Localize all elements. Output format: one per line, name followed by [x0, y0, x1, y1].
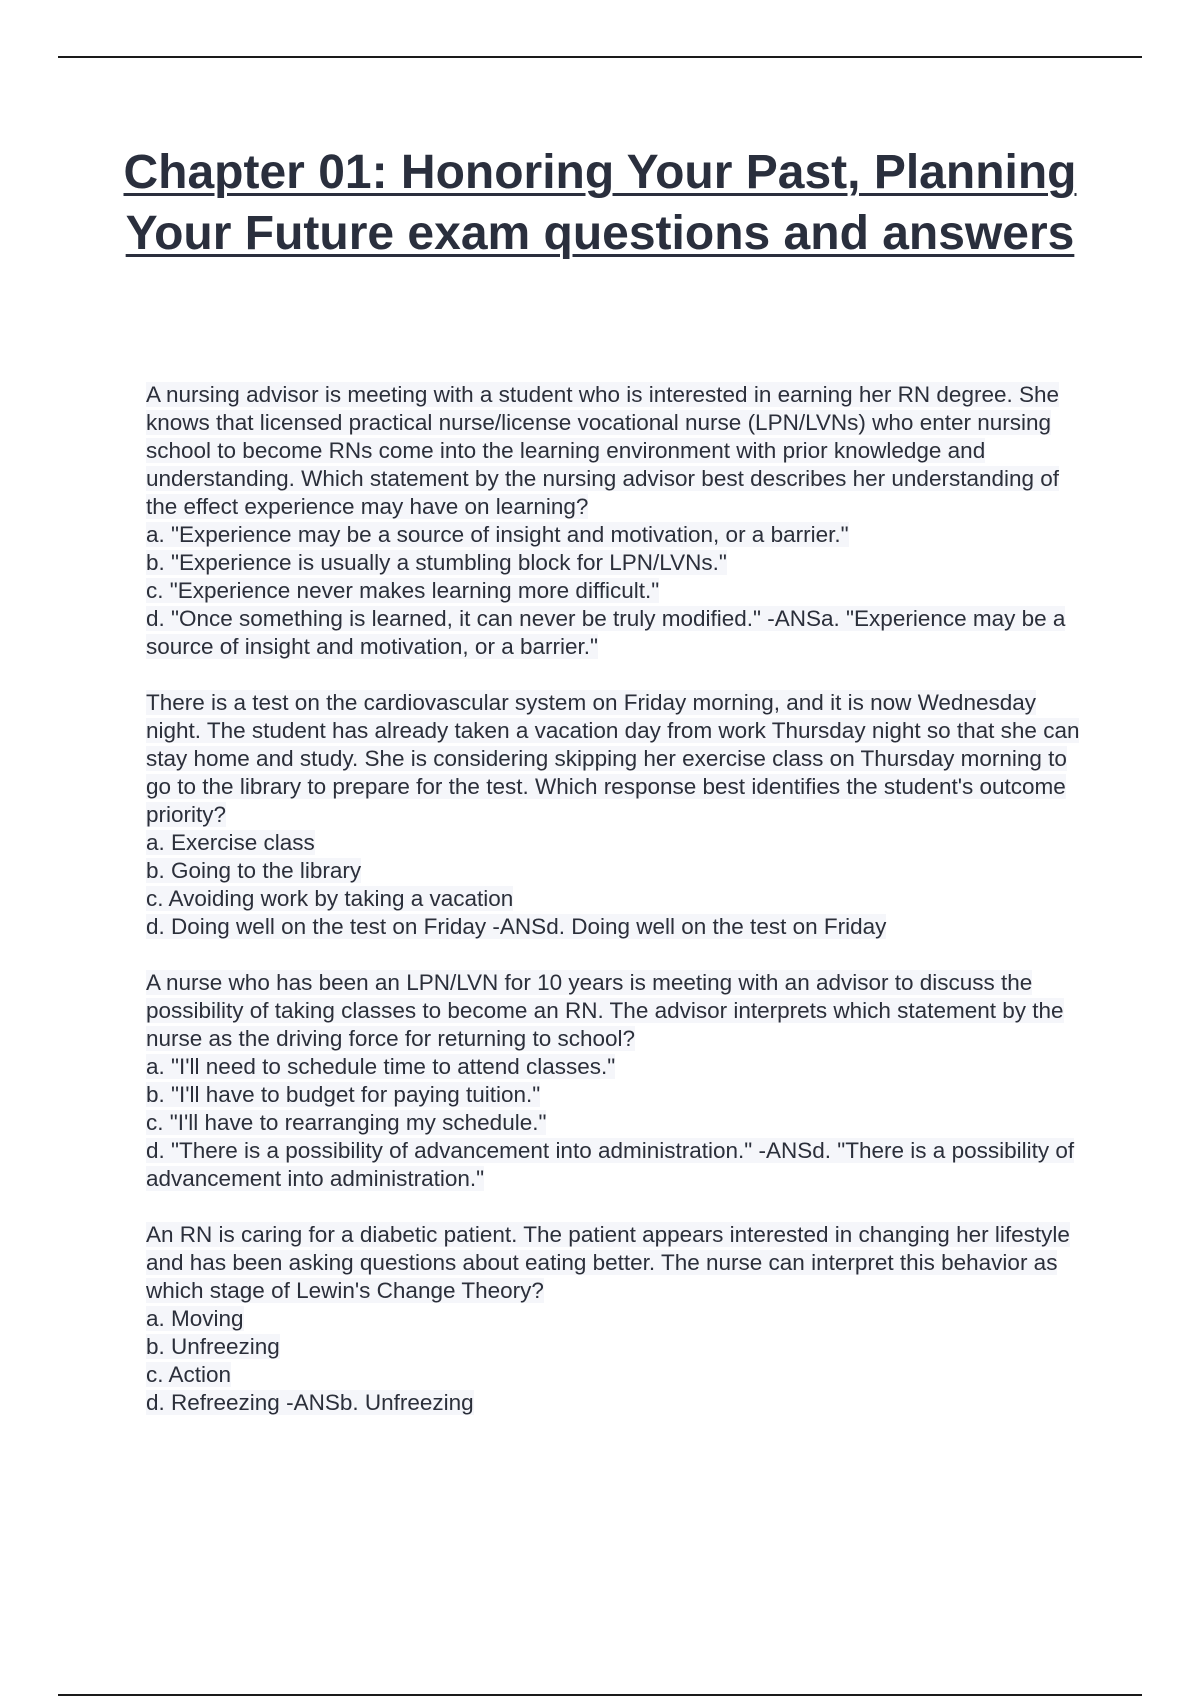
question-stem — [146, 1221, 1096, 1305]
question-stem-text: A nursing advisor is meeting with a student who is interested in earning her RN degree. She knows that licensed practical nurse/license vocational nurse (LPN/LVNs) who enter nursing school to become RNs come into the learning environment with prior knowledge and understanding. Which statement by the nursing advisor best describes her understanding of the effect experience may have on learning? — [146, 382, 1060, 519]
answer-option-text: a. Exercise class — [146, 830, 315, 855]
answer-option-text: b. "Experience is usually a stumbling block for LPN/LVNs." — [146, 550, 727, 575]
question-stem-text: A nurse who has been an LPN/LVN for 10 years is meeting with an advisor to discuss the possibility of taking classes to become an RN. The advisor interprets which statement by the nurse as the driving force for returning to school? — [146, 970, 1064, 1051]
answer-option — [146, 1361, 1096, 1389]
answer-option — [146, 1081, 1096, 1109]
answer-option-text: d. "There is a possibility of advancement into administration." -ANSd. "There is a possibility of advancement into administration." — [146, 1138, 1075, 1191]
question-list — [146, 381, 1096, 1445]
answer-option — [146, 1137, 1096, 1193]
question-stem — [146, 689, 1096, 829]
question-stem — [146, 969, 1096, 1053]
answer-option — [146, 1109, 1096, 1137]
answer-option — [146, 857, 1096, 885]
answer-option-text: c. "Experience never makes learning more difficult." — [146, 578, 660, 603]
answer-option — [146, 913, 1096, 941]
answer-option — [146, 1389, 1096, 1417]
question-2 — [146, 689, 1096, 941]
answer-option-text: a. Moving — [146, 1306, 244, 1331]
bottom-rule — [58, 1694, 1142, 1696]
answer-option-text: d. "Once something is learned, it can never be truly modified." -ANSa. "Experience may be a source of insight and motivation, or a barrier." — [146, 606, 1066, 659]
top-rule — [58, 56, 1142, 58]
answer-option-text: b. Going to the library — [146, 858, 362, 883]
answer-option — [146, 1333, 1096, 1361]
question-1 — [146, 381, 1096, 661]
answer-option-text: c. Avoiding work by taking a vacation — [146, 886, 514, 911]
answer-option — [146, 521, 1096, 549]
answer-option-text: d. Doing well on the test on Friday -ANSd. Doing well on the test on Friday — [146, 914, 887, 939]
answer-option-text: a. "Experience may be a source of insight and motivation, or a barrier." — [146, 522, 849, 547]
answer-option — [146, 885, 1096, 913]
answer-option — [146, 1305, 1096, 1333]
answer-option-text: d. Refreezing -ANSb. Unfreezing — [146, 1390, 474, 1415]
answer-option-text: b. "I'll have to budget for paying tuition." — [146, 1082, 541, 1107]
answer-option — [146, 549, 1096, 577]
question-stem — [146, 381, 1096, 521]
answer-option — [146, 829, 1096, 857]
answer-option-text: b. Unfreezing — [146, 1334, 280, 1359]
question-4 — [146, 1221, 1096, 1417]
question-stem-text: There is a test on the cardiovascular system on Friday morning, and it is now Wednesday night. The student has already taken a vacation day from work Thursday night so that she can stay home and study. She is considering skipping her exercise class on Thursday morning to go to the library to prepare for the test. Which response best identifies the student's outcome priority? — [146, 690, 1080, 827]
answer-option — [146, 605, 1096, 661]
page-title-text: Chapter 01: Honoring Your Past, Planning Your Future exam questions and answers — [123, 146, 1077, 260]
answer-option — [146, 577, 1096, 605]
page-title — [120, 142, 1080, 264]
answer-option-text: a. "I'll need to schedule time to attend classes." — [146, 1054, 616, 1079]
question-3 — [146, 969, 1096, 1193]
answer-option-text: c. "I'll have to rearranging my schedule." — [146, 1110, 547, 1135]
answer-option-text: c. Action — [146, 1362, 232, 1387]
answer-option — [146, 1053, 1096, 1081]
question-stem-text: An RN is caring for a diabetic patient. The patient appears interested in changing her lifestyle and has been asking questions about eating better. The nurse can interpret this behavior as which stage of Lewin's Change Theory? — [146, 1222, 1070, 1303]
